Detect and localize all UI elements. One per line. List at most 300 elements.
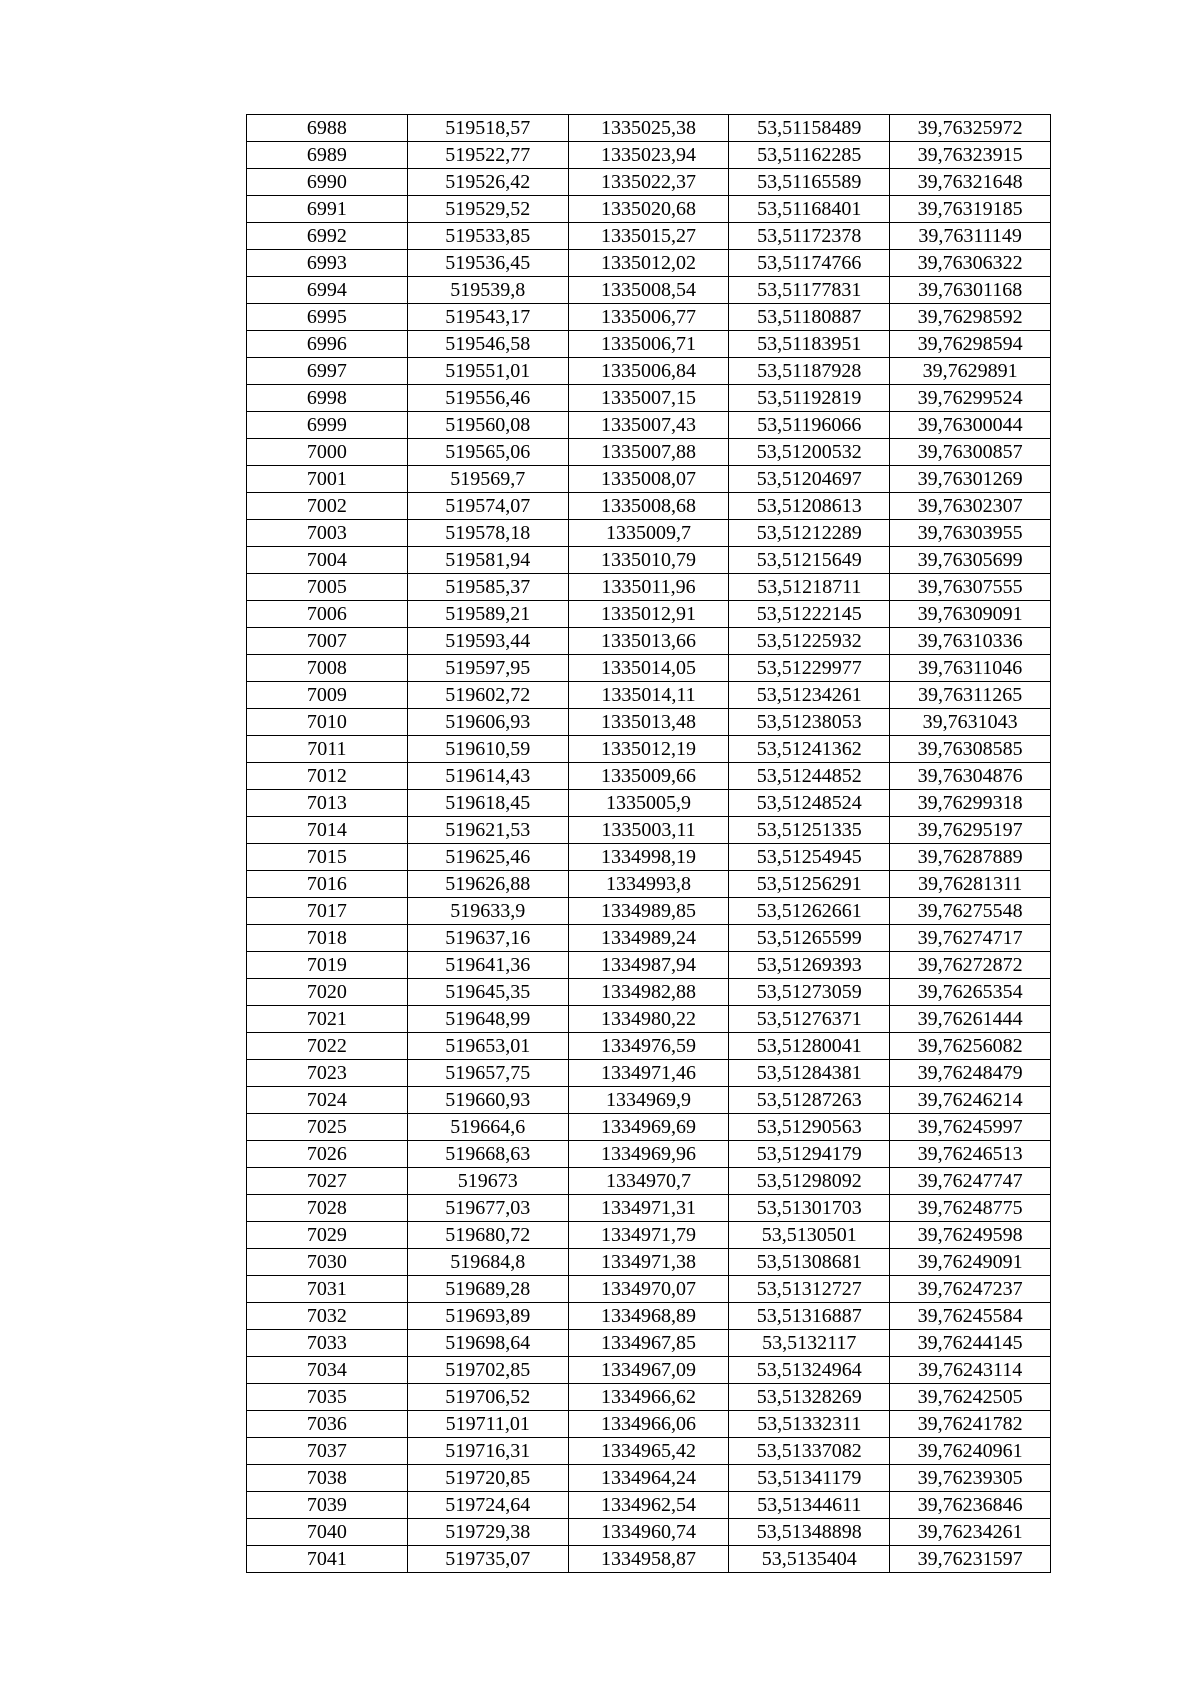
longitude-cell: 39,76246513 [890,1141,1051,1168]
longitude-cell: 39,76308585 [890,736,1051,763]
y-coordinate-cell: 1335008,07 [568,466,729,493]
y-coordinate-cell: 1334971,46 [568,1060,729,1087]
latitude-cell: 53,51183951 [729,331,890,358]
longitude-cell: 39,76295197 [890,817,1051,844]
y-coordinate-cell: 1334976,59 [568,1033,729,1060]
latitude-cell: 53,51196066 [729,412,890,439]
longitude-cell: 39,76301269 [890,466,1051,493]
table-row [247,655,1051,682]
longitude-cell: 39,76265354 [890,979,1051,1006]
table-row [247,385,1051,412]
table-row [247,628,1051,655]
longitude-cell: 39,76244145 [890,1330,1051,1357]
longitude-cell: 39,76272872 [890,952,1051,979]
table-row [247,223,1051,250]
x-coordinate-cell: 519581,94 [407,547,568,574]
y-coordinate-cell: 1335012,91 [568,601,729,628]
y-coordinate-cell: 1334969,96 [568,1141,729,1168]
point-number-cell: 7028 [247,1195,408,1222]
table-row [247,1222,1051,1249]
latitude-cell: 53,51290563 [729,1114,890,1141]
point-number-cell: 7031 [247,1276,408,1303]
coordinates-table [246,114,1051,1573]
point-number-cell: 7013 [247,790,408,817]
y-coordinate-cell: 1335007,88 [568,439,729,466]
latitude-cell: 53,51312727 [729,1276,890,1303]
y-coordinate-cell: 1334966,06 [568,1411,729,1438]
table-row [247,250,1051,277]
table-row [247,1276,1051,1303]
table-row [247,1006,1051,1033]
latitude-cell: 53,51248524 [729,790,890,817]
y-coordinate-cell: 1334958,87 [568,1546,729,1573]
x-coordinate-cell: 519641,36 [407,952,568,979]
x-coordinate-cell: 519633,9 [407,898,568,925]
x-coordinate-cell: 519657,75 [407,1060,568,1087]
latitude-cell: 53,51192819 [729,385,890,412]
y-coordinate-cell: 1334971,38 [568,1249,729,1276]
table-row [247,1303,1051,1330]
table-row [247,1546,1051,1573]
latitude-cell: 53,51187928 [729,358,890,385]
x-coordinate-cell: 519689,28 [407,1276,568,1303]
table-row [247,736,1051,763]
latitude-cell: 53,51298092 [729,1168,890,1195]
latitude-cell: 53,51234261 [729,682,890,709]
y-coordinate-cell: 1334998,19 [568,844,729,871]
point-number-cell: 7010 [247,709,408,736]
table-row [247,925,1051,952]
point-number-cell: 6992 [247,223,408,250]
point-number-cell: 7018 [247,925,408,952]
point-number-cell: 7011 [247,736,408,763]
y-coordinate-cell: 1335008,68 [568,493,729,520]
y-coordinate-cell: 1334969,9 [568,1087,729,1114]
longitude-cell: 39,76299524 [890,385,1051,412]
latitude-cell: 53,51215649 [729,547,890,574]
latitude-cell: 53,51208613 [729,493,890,520]
latitude-cell: 53,51168401 [729,196,890,223]
longitude-cell: 39,76321648 [890,169,1051,196]
latitude-cell: 53,51262661 [729,898,890,925]
x-coordinate-cell: 519729,38 [407,1519,568,1546]
latitude-cell: 53,51308681 [729,1249,890,1276]
point-number-cell: 7036 [247,1411,408,1438]
y-coordinate-cell: 1334980,22 [568,1006,729,1033]
table-row [247,1060,1051,1087]
point-number-cell: 6995 [247,304,408,331]
latitude-cell: 53,51229977 [729,655,890,682]
table-row [247,1438,1051,1465]
y-coordinate-cell: 1335005,9 [568,790,729,817]
point-number-cell: 7026 [247,1141,408,1168]
table-row [247,547,1051,574]
latitude-cell: 53,51204697 [729,466,890,493]
table-row [247,1519,1051,1546]
y-coordinate-cell: 1334960,74 [568,1519,729,1546]
longitude-cell: 39,76240961 [890,1438,1051,1465]
table-row [247,790,1051,817]
y-coordinate-cell: 1335009,7 [568,520,729,547]
point-number-cell: 7002 [247,493,408,520]
point-number-cell: 7016 [247,871,408,898]
latitude-cell: 53,51218711 [729,574,890,601]
y-coordinate-cell: 1335006,84 [568,358,729,385]
y-coordinate-cell: 1335023,94 [568,142,729,169]
table-row [247,304,1051,331]
x-coordinate-cell: 519565,06 [407,439,568,466]
y-coordinate-cell: 1335013,66 [568,628,729,655]
table-row [247,682,1051,709]
x-coordinate-cell: 519593,44 [407,628,568,655]
x-coordinate-cell: 519543,17 [407,304,568,331]
x-coordinate-cell: 519711,01 [407,1411,568,1438]
longitude-cell: 39,76242505 [890,1384,1051,1411]
table-row [247,1330,1051,1357]
x-coordinate-cell: 519716,31 [407,1438,568,1465]
latitude-cell: 53,51337082 [729,1438,890,1465]
point-number-cell: 7009 [247,682,408,709]
y-coordinate-cell: 1335022,37 [568,169,729,196]
table-row [247,1033,1051,1060]
x-coordinate-cell: 519597,95 [407,655,568,682]
y-coordinate-cell: 1335011,96 [568,574,729,601]
table-row [247,412,1051,439]
longitude-cell: 39,76307555 [890,574,1051,601]
latitude-cell: 53,51301703 [729,1195,890,1222]
latitude-cell: 53,51180887 [729,304,890,331]
x-coordinate-cell: 519637,16 [407,925,568,952]
point-number-cell: 7035 [247,1384,408,1411]
y-coordinate-cell: 1335006,71 [568,331,729,358]
y-coordinate-cell: 1335007,43 [568,412,729,439]
y-coordinate-cell: 1335014,05 [568,655,729,682]
x-coordinate-cell: 519648,99 [407,1006,568,1033]
latitude-cell: 53,51287263 [729,1087,890,1114]
table-row [247,358,1051,385]
x-coordinate-cell: 519529,52 [407,196,568,223]
longitude-cell: 39,76300857 [890,439,1051,466]
point-number-cell: 7034 [247,1357,408,1384]
point-number-cell: 7001 [247,466,408,493]
x-coordinate-cell: 519724,64 [407,1492,568,1519]
x-coordinate-cell: 519702,85 [407,1357,568,1384]
y-coordinate-cell: 1334965,42 [568,1438,729,1465]
longitude-cell: 39,76245997 [890,1114,1051,1141]
latitude-cell: 53,51280041 [729,1033,890,1060]
longitude-cell: 39,76301168 [890,277,1051,304]
point-number-cell: 7000 [247,439,408,466]
point-number-cell: 7033 [247,1330,408,1357]
latitude-cell: 53,51254945 [729,844,890,871]
point-number-cell: 7021 [247,1006,408,1033]
table-row [247,1168,1051,1195]
y-coordinate-cell: 1335012,02 [568,250,729,277]
x-coordinate-cell: 519536,45 [407,250,568,277]
y-coordinate-cell: 1334989,85 [568,898,729,925]
table-row [247,1357,1051,1384]
latitude-cell: 53,51225932 [729,628,890,655]
x-coordinate-cell: 519668,63 [407,1141,568,1168]
x-coordinate-cell: 519551,01 [407,358,568,385]
longitude-cell: 39,76243114 [890,1357,1051,1384]
x-coordinate-cell: 519585,37 [407,574,568,601]
x-coordinate-cell: 519706,52 [407,1384,568,1411]
x-coordinate-cell: 519645,35 [407,979,568,1006]
y-coordinate-cell: 1334971,79 [568,1222,729,1249]
table-row [247,763,1051,790]
point-number-cell: 7017 [247,898,408,925]
y-coordinate-cell: 1335025,38 [568,115,729,142]
longitude-cell: 39,76323915 [890,142,1051,169]
table-row [247,1195,1051,1222]
latitude-cell: 53,51341179 [729,1465,890,1492]
point-number-cell: 7032 [247,1303,408,1330]
latitude-cell: 53,51256291 [729,871,890,898]
y-coordinate-cell: 1335012,19 [568,736,729,763]
table-row [247,493,1051,520]
table-row [247,331,1051,358]
longitude-cell: 39,76239305 [890,1465,1051,1492]
point-number-cell: 6990 [247,169,408,196]
longitude-cell: 39,76248479 [890,1060,1051,1087]
point-number-cell: 7004 [247,547,408,574]
table-row [247,520,1051,547]
longitude-cell: 39,7631043 [890,709,1051,736]
point-number-cell: 7008 [247,655,408,682]
point-number-cell: 6999 [247,412,408,439]
y-coordinate-cell: 1334967,09 [568,1357,729,1384]
longitude-cell: 39,76249598 [890,1222,1051,1249]
latitude-cell: 53,51172378 [729,223,890,250]
table-row [247,277,1051,304]
x-coordinate-cell: 519618,45 [407,790,568,817]
y-coordinate-cell: 1335006,77 [568,304,729,331]
table-row [247,1492,1051,1519]
latitude-cell: 53,51222145 [729,601,890,628]
longitude-cell: 39,76245584 [890,1303,1051,1330]
y-coordinate-cell: 1334970,7 [568,1168,729,1195]
table-row [247,898,1051,925]
latitude-cell: 53,51200532 [729,439,890,466]
x-coordinate-cell: 519664,6 [407,1114,568,1141]
point-number-cell: 7039 [247,1492,408,1519]
latitude-cell: 53,51269393 [729,952,890,979]
latitude-cell: 53,51212289 [729,520,890,547]
longitude-cell: 39,76248775 [890,1195,1051,1222]
table-row [247,1249,1051,1276]
longitude-cell: 39,76298594 [890,331,1051,358]
table-row [247,196,1051,223]
point-number-cell: 7012 [247,763,408,790]
latitude-cell: 53,51348898 [729,1519,890,1546]
longitude-cell: 39,76275548 [890,898,1051,925]
latitude-cell: 53,51251335 [729,817,890,844]
longitude-cell: 39,76234261 [890,1519,1051,1546]
longitude-cell: 39,76319185 [890,196,1051,223]
longitude-cell: 39,76249091 [890,1249,1051,1276]
longitude-cell: 39,76309091 [890,601,1051,628]
point-number-cell: 7037 [247,1438,408,1465]
longitude-cell: 39,76287889 [890,844,1051,871]
point-number-cell: 7027 [247,1168,408,1195]
y-coordinate-cell: 1334966,62 [568,1384,729,1411]
y-coordinate-cell: 1335013,48 [568,709,729,736]
x-coordinate-cell: 519578,18 [407,520,568,547]
point-number-cell: 7014 [247,817,408,844]
longitude-cell: 39,76247237 [890,1276,1051,1303]
x-coordinate-cell: 519556,46 [407,385,568,412]
point-number-cell: 6993 [247,250,408,277]
table-row [247,439,1051,466]
point-number-cell: 7005 [247,574,408,601]
table-row [247,466,1051,493]
point-number-cell: 6996 [247,331,408,358]
y-coordinate-cell: 1334968,89 [568,1303,729,1330]
y-coordinate-cell: 1335009,66 [568,763,729,790]
latitude-cell: 53,5135404 [729,1546,890,1573]
latitude-cell: 53,51158489 [729,115,890,142]
longitude-cell: 39,7629891 [890,358,1051,385]
x-coordinate-cell: 519684,8 [407,1249,568,1276]
table-row [247,1087,1051,1114]
longitude-cell: 39,76256082 [890,1033,1051,1060]
point-number-cell: 7030 [247,1249,408,1276]
table-row [247,979,1051,1006]
table-row [247,574,1051,601]
y-coordinate-cell: 1334989,24 [568,925,729,952]
table-row [247,1114,1051,1141]
latitude-cell: 53,51273059 [729,979,890,1006]
point-number-cell: 7007 [247,628,408,655]
longitude-cell: 39,76298592 [890,304,1051,331]
latitude-cell: 53,51332311 [729,1411,890,1438]
latitude-cell: 53,5130501 [729,1222,890,1249]
longitude-cell: 39,76246214 [890,1087,1051,1114]
y-coordinate-cell: 1334964,24 [568,1465,729,1492]
x-coordinate-cell: 519518,57 [407,115,568,142]
latitude-cell: 53,51324964 [729,1357,890,1384]
longitude-cell: 39,76305699 [890,547,1051,574]
longitude-cell: 39,76303955 [890,520,1051,547]
table-row [247,1141,1051,1168]
longitude-cell: 39,76311265 [890,682,1051,709]
point-number-cell: 7019 [247,952,408,979]
y-coordinate-cell: 1335015,27 [568,223,729,250]
x-coordinate-cell: 519602,72 [407,682,568,709]
point-number-cell: 6991 [247,196,408,223]
longitude-cell: 39,76311046 [890,655,1051,682]
latitude-cell: 53,51294179 [729,1141,890,1168]
point-number-cell: 7006 [247,601,408,628]
x-coordinate-cell: 519673 [407,1168,568,1195]
longitude-cell: 39,76247747 [890,1168,1051,1195]
latitude-cell: 53,51244852 [729,763,890,790]
x-coordinate-cell: 519560,08 [407,412,568,439]
point-number-cell: 6997 [247,358,408,385]
y-coordinate-cell: 1334971,31 [568,1195,729,1222]
x-coordinate-cell: 519653,01 [407,1033,568,1060]
table-row [247,952,1051,979]
latitude-cell: 53,51165589 [729,169,890,196]
longitude-cell: 39,76281311 [890,871,1051,898]
y-coordinate-cell: 1334987,94 [568,952,729,979]
point-number-cell: 7022 [247,1033,408,1060]
point-number-cell: 7025 [247,1114,408,1141]
x-coordinate-cell: 519546,58 [407,331,568,358]
y-coordinate-cell: 1335020,68 [568,196,729,223]
point-number-cell: 6988 [247,115,408,142]
y-coordinate-cell: 1334969,69 [568,1114,729,1141]
longitude-cell: 39,76310336 [890,628,1051,655]
x-coordinate-cell: 519677,03 [407,1195,568,1222]
latitude-cell: 53,51284381 [729,1060,890,1087]
y-coordinate-cell: 1334993,8 [568,871,729,898]
latitude-cell: 53,51162285 [729,142,890,169]
point-number-cell: 7029 [247,1222,408,1249]
x-coordinate-cell: 519626,88 [407,871,568,898]
point-number-cell: 6994 [247,277,408,304]
x-coordinate-cell: 519606,93 [407,709,568,736]
point-number-cell: 7020 [247,979,408,1006]
point-number-cell: 7015 [247,844,408,871]
longitude-cell: 39,76274717 [890,925,1051,952]
x-coordinate-cell: 519680,72 [407,1222,568,1249]
longitude-cell: 39,76241782 [890,1411,1051,1438]
table-row [247,601,1051,628]
y-coordinate-cell: 1335014,11 [568,682,729,709]
y-coordinate-cell: 1334982,88 [568,979,729,1006]
latitude-cell: 53,51265599 [729,925,890,952]
table-row [247,142,1051,169]
table-row [247,709,1051,736]
x-coordinate-cell: 519522,77 [407,142,568,169]
x-coordinate-cell: 519735,07 [407,1546,568,1573]
latitude-cell: 53,51344611 [729,1492,890,1519]
latitude-cell: 53,51328269 [729,1384,890,1411]
table-row [247,817,1051,844]
longitude-cell: 39,76304876 [890,763,1051,790]
longitude-cell: 39,76306322 [890,250,1051,277]
y-coordinate-cell: 1334967,85 [568,1330,729,1357]
y-coordinate-cell: 1335010,79 [568,547,729,574]
point-number-cell: 7040 [247,1519,408,1546]
table-row [247,1384,1051,1411]
longitude-cell: 39,76299318 [890,790,1051,817]
y-coordinate-cell: 1335008,54 [568,277,729,304]
y-coordinate-cell: 1335003,11 [568,817,729,844]
latitude-cell: 53,5132117 [729,1330,890,1357]
x-coordinate-cell: 519589,21 [407,601,568,628]
table-row [247,115,1051,142]
table-row [247,1465,1051,1492]
y-coordinate-cell: 1335007,15 [568,385,729,412]
table-row [247,871,1051,898]
longitude-cell: 39,76231597 [890,1546,1051,1573]
longitude-cell: 39,76300044 [890,412,1051,439]
point-number-cell: 7003 [247,520,408,547]
point-number-cell: 6998 [247,385,408,412]
latitude-cell: 53,51238053 [729,709,890,736]
point-number-cell: 7024 [247,1087,408,1114]
x-coordinate-cell: 519526,42 [407,169,568,196]
point-number-cell: 7023 [247,1060,408,1087]
longitude-cell: 39,76311149 [890,223,1051,250]
table-row [247,1411,1051,1438]
latitude-cell: 53,51174766 [729,250,890,277]
point-number-cell: 7038 [247,1465,408,1492]
x-coordinate-cell: 519660,93 [407,1087,568,1114]
